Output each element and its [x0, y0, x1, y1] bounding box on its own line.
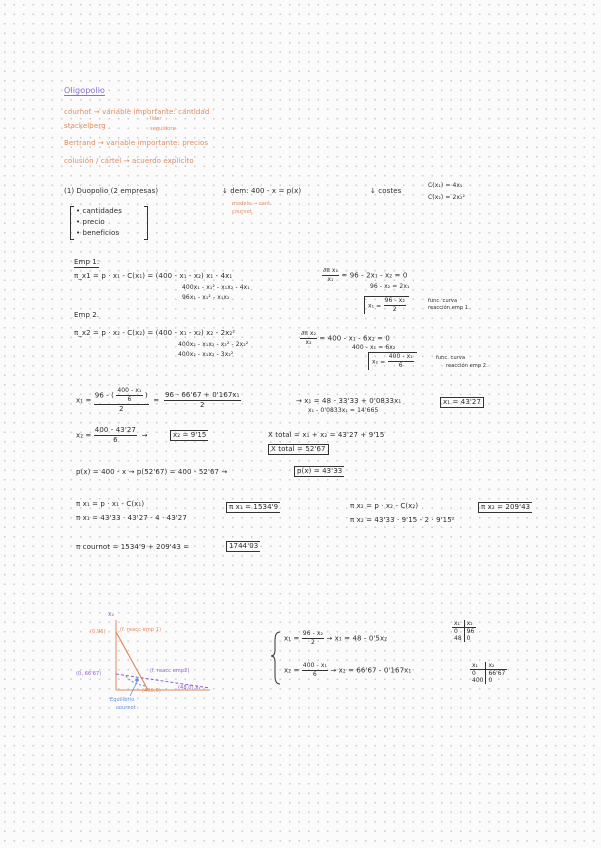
cost-2: C(x₂) = 2x₂² — [428, 194, 466, 201]
graph-label-right: (f. reacc emp2) — [150, 668, 190, 674]
cost-1: C(x₁) = 4x₁ — [428, 182, 463, 189]
intro-stackelberg: stackelberg — [64, 122, 106, 130]
emp1-deriv-num: ∂π x₁ — [323, 267, 339, 274]
emp1-deriv-line2: 96 - x₂ = 2x₁ — [370, 283, 410, 290]
emp2-deriv-num: ∂π x₂ — [301, 330, 317, 337]
pi-total-result: 1744'03 — [226, 541, 260, 552]
emp1-reaction-den: 2 — [392, 306, 397, 313]
emp2-deriv-rhs: = 400 - x₁ - 6x₂ = 0 — [319, 334, 390, 343]
solve-rhs-2: x₁ - 0'0833x₁ = 14'665 — [308, 407, 379, 414]
system-eq2 — [284, 662, 411, 679]
table-header: x₁ — [452, 620, 464, 628]
emp2-reaction-den: 6 — [398, 362, 403, 369]
solve-x1-inner-num: 96 - — [94, 391, 109, 400]
emp1-reaction-note-1: func. curva — [428, 298, 458, 304]
table-cell: 400 — [470, 677, 486, 684]
emp2-profit-expanded: 400x₂ - x₁x₂ - x₂² - 2x₂² — [178, 341, 249, 348]
solve-x2-lhs: x₂ = — [76, 431, 92, 440]
emp2-deriv-den: x₂ — [305, 339, 312, 346]
emp1-label: Emp 1: — [74, 258, 100, 266]
graph-equilibrium-1: Equilibrio — [110, 697, 135, 703]
system-brace — [271, 632, 280, 684]
solve-x1: x₁ = 96 - ( $\frac{\text{400 - x₁}}{6}$ ) 2 = $\frac{\text{96 - 66'67 + 0'167x₁}}{2}$ — [76, 387, 240, 413]
graph-equilibrium-2: cournot — [116, 705, 136, 711]
emp2-reaction-note-2: reacción emp 2. — [446, 363, 488, 369]
intro-colusion: colusión / cártel → acuerdo explícito — [64, 157, 194, 165]
table-cell: 0 — [466, 635, 471, 642]
table-cell: 96 — [466, 628, 475, 635]
graph-label-top: (0,96) — [90, 629, 106, 635]
graph-x-axis-label: (48,0) x₁ — [178, 685, 201, 691]
emp2-reaction-lhs: x₂ = — [372, 358, 386, 366]
equilibrium-pointer — [130, 682, 137, 696]
intro-bertrand: Bertrand → variable importante: precios — [64, 139, 209, 147]
table-header: x₂ — [486, 662, 507, 670]
emp1-reaction-note-2: reacción emp 1. — [428, 305, 470, 311]
system-eq1 — [284, 630, 387, 647]
system-eq1-rhs: → x₁ = 48 - 0'5x₂ — [326, 634, 388, 643]
pi2-formula: π x₂ = p · x₂ - C(x₂) — [350, 502, 419, 510]
table-cell: 0 — [488, 677, 493, 684]
intro-stackelberg-follower: seguidora — [150, 126, 176, 132]
value-table-emp1 — [452, 620, 476, 642]
emp2-profit-simplified: 400x₂ - x₁x₂ - 3x₂² — [178, 351, 234, 358]
system-eq1-num: 96 - x₂ — [302, 630, 324, 637]
graph-y-axis-label: x₂ — [108, 611, 115, 618]
graph-label-top-paren: (f. reacc emp 1) — [120, 627, 162, 633]
system-eq2-lhs: x₂ = — [284, 666, 300, 675]
price-line: p(x) = 400 - x → p(52'67) = 400 - 52'67 → — [76, 468, 228, 476]
table-header: x₁ — [470, 662, 486, 670]
solve-x1-inner-frac-den: 6 — [127, 396, 132, 403]
pi1-result: π x₁ = 1534'9 — [226, 502, 280, 513]
emp2-label: Emp 2. — [74, 311, 100, 319]
system-eq2-num: 400 - x₁ — [302, 662, 327, 669]
price-result: p(x) = 43'33 — [294, 466, 344, 477]
emp1-reaction-lhs: x₁ = — [368, 302, 382, 310]
emp1-deriv-den: x₁ — [327, 276, 334, 283]
value-table-emp2 — [470, 662, 507, 684]
graph-label-left: (0, 66'67) — [76, 671, 102, 677]
system-eq2-den: 6 — [312, 671, 317, 678]
solve-x1-den: 2 — [118, 405, 124, 413]
table-header: x₂ — [464, 620, 476, 628]
pi1-formula: π x₁ = p · x₁ - C(x₁) — [76, 500, 145, 508]
pi2-substituted: π x₂ = 43'33 · 9'15 - 2 · 9'15² — [350, 516, 455, 524]
list-item: • cantidades — [76, 207, 122, 215]
solve-mid-num: 96 - 66'67 + 0'167x₁ — [164, 391, 240, 399]
emp1-profit-simplified: 96x₁ - x₁² - x₁x₂ — [182, 294, 230, 301]
emp2-reaction-num: 400 - x₁ — [388, 353, 413, 360]
emp1-profit-expanded: 400x₁ - x₁² - x₁x₂ - 4x₁ — [182, 284, 250, 291]
intro-stackelberg-leader: líder — [150, 116, 162, 122]
pi-total-line: π cournot = 1534'9 + 209'43 = — [76, 543, 190, 551]
solve-x1-inner-frac-num: 400 - x₁ — [117, 387, 142, 394]
demand-note-2: cournot — [232, 209, 252, 215]
list-item: • beneficios — [76, 229, 120, 237]
system-eq2-rhs: → x₂ = 66'67 - 0'167x₁ — [330, 666, 412, 675]
emp2-deriv-line2: 400 - x₁ = 6x₂ — [352, 344, 396, 351]
emp1-deriv-rhs: = 96 - 2x₁ - x₂ = 0 — [341, 271, 408, 280]
solve-mid-den: 2 — [199, 401, 205, 409]
demand-function: ↓ dem: 400 - x = p(x) — [222, 187, 302, 195]
table-cell: 66'67 — [488, 670, 506, 677]
system-eq1-den: 2 — [310, 639, 315, 646]
x2-result: x₂ = 9'15 — [170, 430, 208, 441]
graph-label-point: (400,0) — [142, 688, 161, 694]
emp1-reaction-num: 96 - x₂ — [384, 297, 405, 304]
solve-x1-lhs: x₁ = — [76, 396, 92, 405]
emp2-reaction-note-1: func. curva — [436, 355, 466, 361]
solve-x2: x₂ = $\frac{400 - 43'27}{6}$ → — [76, 426, 148, 444]
demand-note-1: modelo → cant — [232, 201, 271, 207]
solve-x2-num: 400 - 43'27 — [94, 426, 136, 434]
pi1-substituted: π x₁ = 43'33 · 43'27 - 4 · 43'27 — [76, 514, 187, 522]
solve-rhs-1: → x₁ = 48 - 33'33 + 0'0833x₁ — [296, 397, 402, 405]
system-eq1-lhs: x₁ = — [284, 634, 300, 643]
list-item: • precio — [76, 218, 105, 226]
emp2-profit-line: π_x2 = p · x₂ - C(x₂) = (400 - x₁ - x₂) x₂ - 2x₂² — [74, 329, 236, 337]
section1-heading: (1) Duopolio (2 empresas) — [64, 187, 159, 195]
table-cell: 48 — [452, 635, 464, 642]
equilibrium-point — [135, 678, 139, 682]
xtotal-line: X total = x₁ + x₂ = 43'27 + 9'15 — [268, 431, 385, 439]
table-cell: 0 — [470, 670, 486, 678]
x1-result: x₁ = 43'27 — [440, 397, 484, 408]
emp1-profit-line: π_x1 = p · x₁ - C(x₁) = (400 - x₁ - x₂) x₁ - 4x₁ — [74, 272, 233, 280]
intro-cournot: cournot → variable importante: cantidad — [64, 108, 210, 116]
xtotal-result: X total = 52'67 — [268, 444, 329, 455]
table-cell: 0 — [452, 628, 464, 636]
page-title: Oligopolio — [64, 86, 106, 95]
costs-label: ↓ costes — [370, 187, 402, 195]
pi2-result: π x₂ = 209'43 — [478, 502, 532, 513]
solve-x2-den: 6 — [113, 436, 118, 444]
